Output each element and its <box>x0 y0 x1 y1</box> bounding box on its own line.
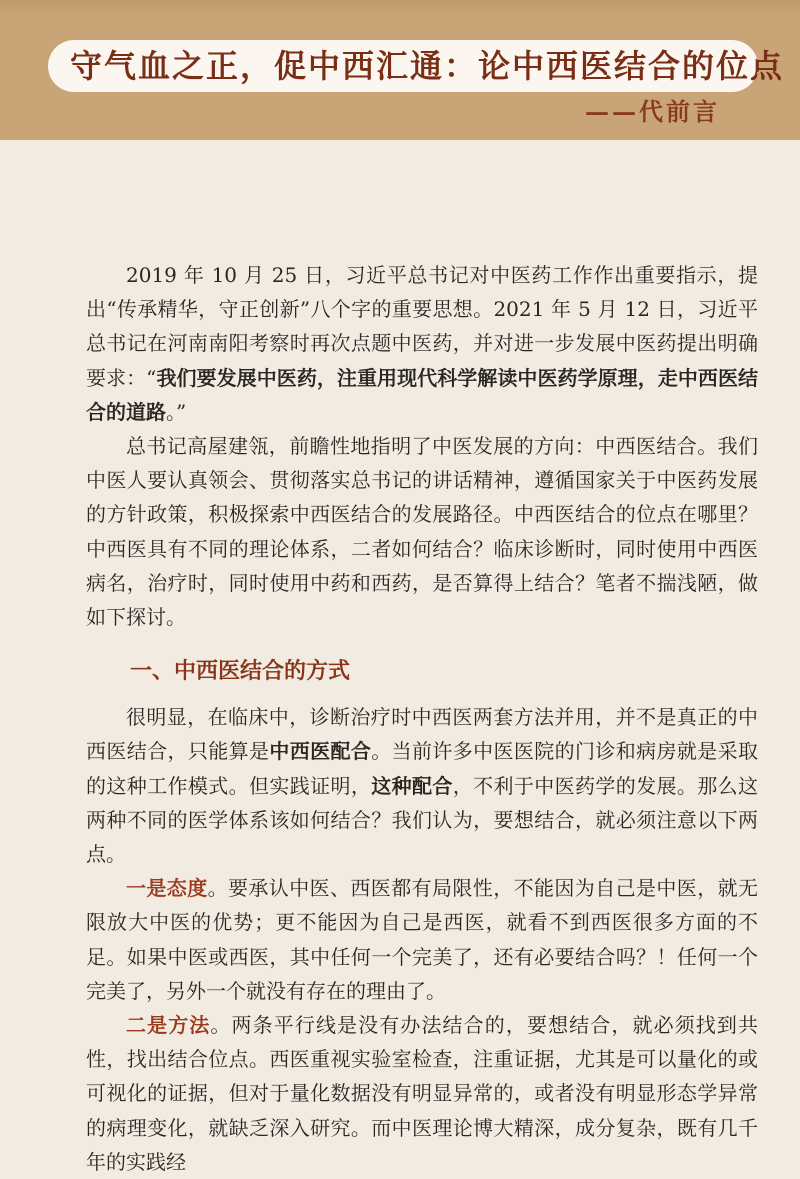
paragraph-2: 总书记高屋建瓴，前瞻性地指明了中医发展的方向：中西医结合。我们中医人要认真领会、贯彻落实总书记的讲话精神，遵循国家关于中医药发展的方针政策，积极探索中西医结合的发展路径。中西医结合的位点在哪里？中西医具有不同的理论体系，二者如何结合？临床诊断时，同时使用中西医病名，治疗时，同时使用中药和西药，是否算得上结合？笔者不揣浅陋，做如下探讨。 <box>86 434 758 630</box>
paragraph-3: 很明显，在临床中，诊断治疗时中西医两套方法并用，并不是真正的中西医结合，只能算是中西医配合。当前许多中医医院的门诊和病房就是采取的这种工作模式。但实践证明，这种配合，不利于中医药学的发展。那么这两种不同的医学体系该如何结合？我们认为，要想结合，就必须注意以下两点。 <box>86 705 758 867</box>
section-heading: 一、中西医结合的方式 <box>130 658 351 685</box>
chapter-subtitle: ——代前言 <box>585 97 720 126</box>
paragraph-1: 2019 年 10 月 25 日，习近平总书记对中医药工作作出重要指示，提出“传承精华，守正创新”八个字的重要思想。2021 年 5 月 12 日，习近平总书记在河南南阳考察时再次点题中医药，并对进一步发展中医药提出明确要求：“我们要发展中医药，注重用现代科学解读中医药学原理，走中西医结合的道路。” <box>86 263 758 424</box>
point-two-lead: 二是方法 <box>126 1013 211 1038</box>
body-text <box>86 258 758 1179</box>
bold-quote: 我们要发展中医药，注重用现代科学解读中医药学原理，走中西医结合的道路 <box>86 365 758 424</box>
paragraph-4: 一是态度。要承认中医、西医都有局限性，不能因为自己是中医，就无限放大中医的优势；更不能因为自己是西医，就看不到西医很多方面的不足。如果中医或西医，其中任何一个完美了，还有必要结合吗？！任何一个完美了，另外一个就没有存在的理由了。 <box>86 876 759 1003</box>
point-one-lead: 一是态度 <box>126 876 208 901</box>
bold-term-2: 这种配合 <box>371 773 453 798</box>
chapter-title: 守气血之正，促中西汇通：论中西医结合的位点 <box>70 47 785 85</box>
bold-term-1: 中西医配合 <box>269 739 372 764</box>
paragraph-5: 二是方法。两条平行线是没有办法结合的，要想结合，就必须找到共性，找出结合位点。西医重视实验室检查，注重证据，尤其是可以量化的或可视化的证据，但对于量化数据没有明显异常的，或者没有明显形态学异常的病理变化，就缺乏深入研究。而中医理论博大精深，成分复杂，既有几千年的实践经 <box>86 1013 759 1174</box>
